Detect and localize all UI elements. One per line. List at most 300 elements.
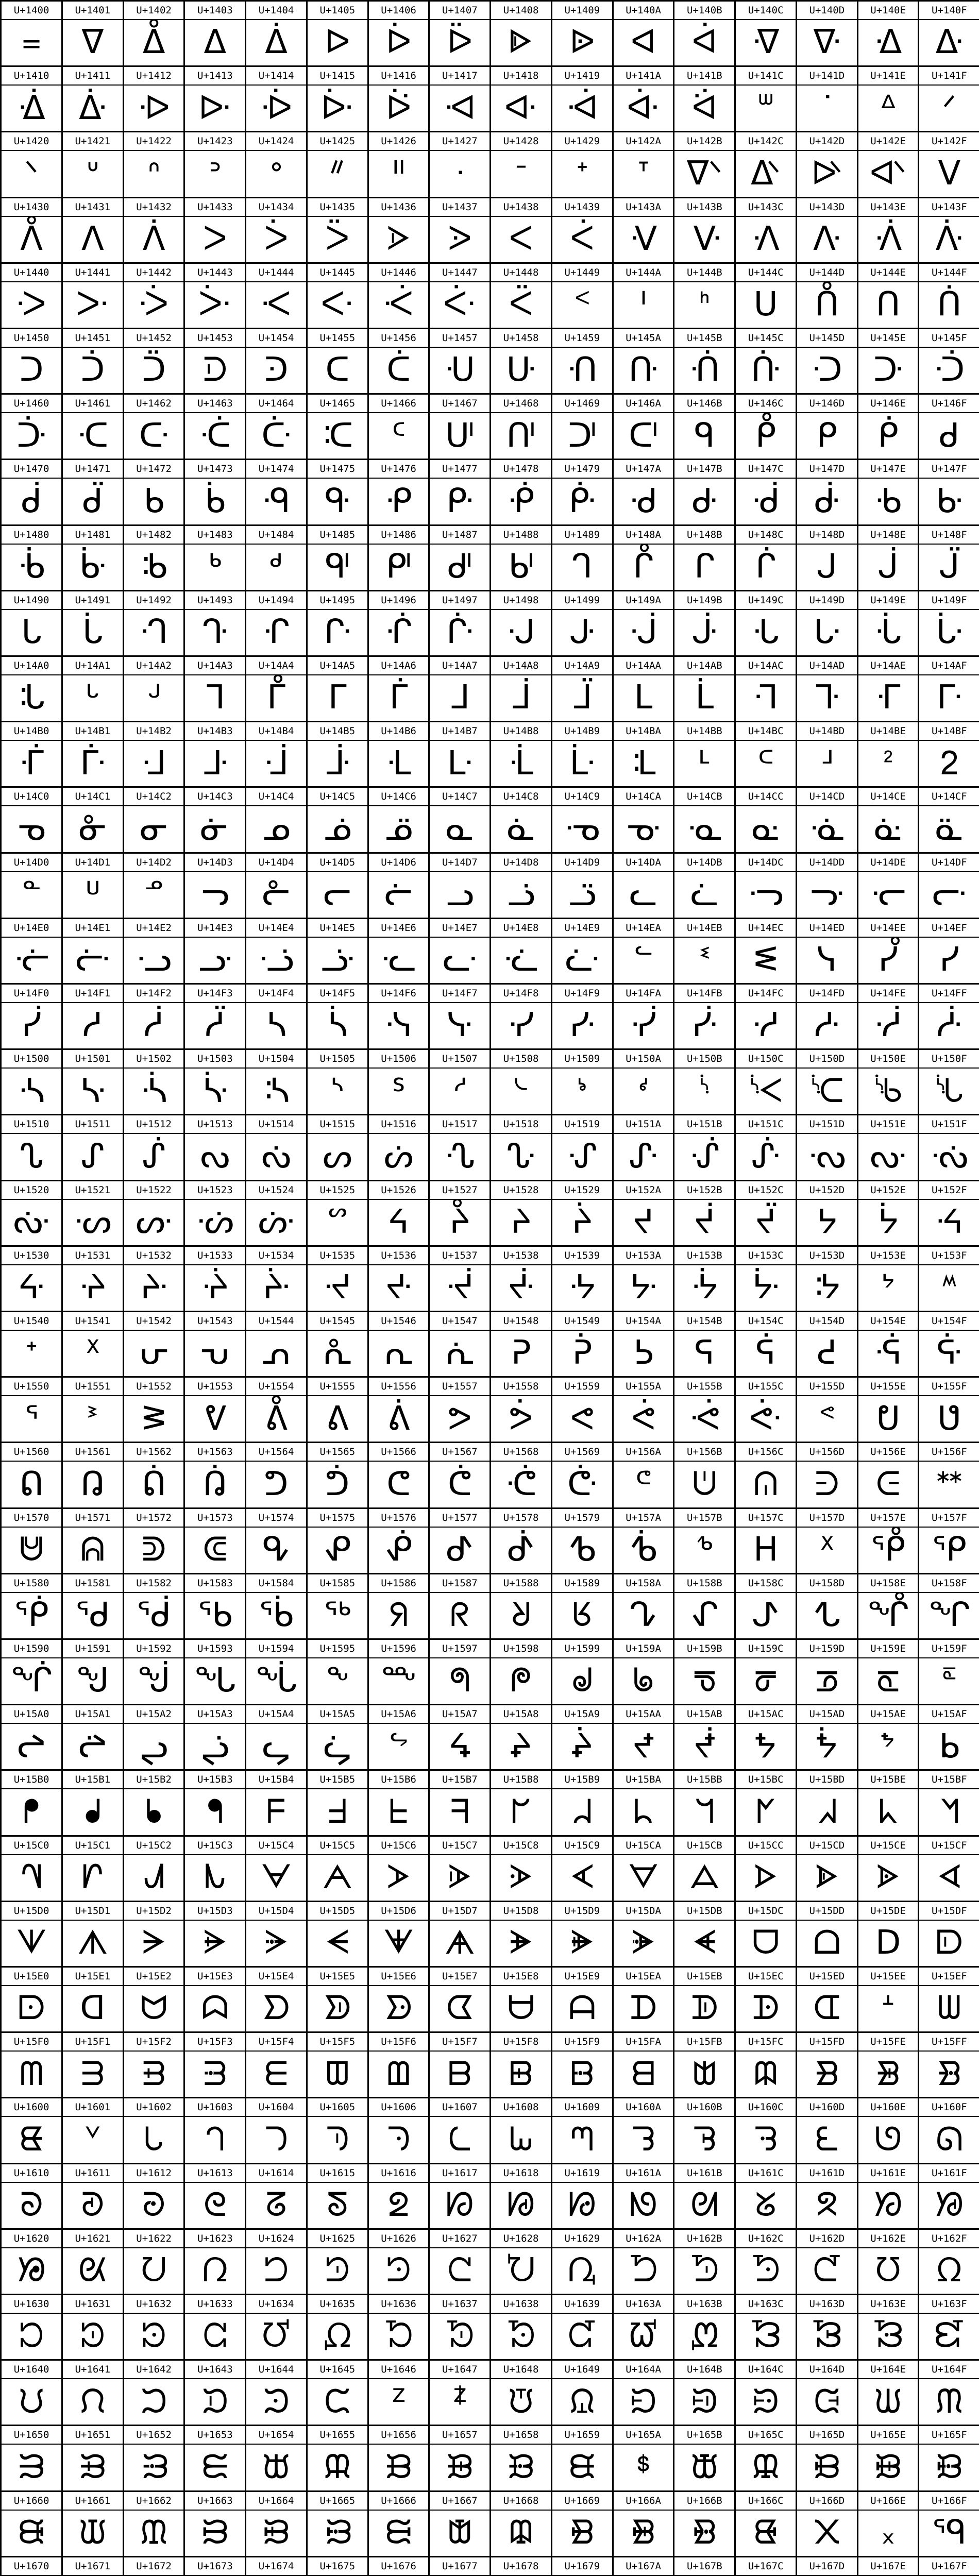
glyph-sample: ᗔ — [264, 1924, 289, 1962]
glyph-cell — [61, 2163, 123, 2229]
codepoint-label: U+1439 — [552, 198, 612, 217]
glyph-sample: ᐊ — [631, 23, 656, 62]
codepoint-label: U+152C — [736, 1181, 796, 1200]
codepoint-label: U+1637 — [430, 2295, 490, 2314]
codepoint-label: U+144E — [858, 264, 918, 282]
glyph-cell — [61, 0, 123, 66]
codepoint-label: U+143A — [614, 198, 673, 217]
glyph-cell — [183, 590, 245, 656]
codepoint-label: U+14F9 — [552, 985, 612, 1003]
glyph-sample: ᕹ — [568, 1530, 596, 1569]
glyph-cell — [123, 2163, 184, 2229]
glyph-cell — [123, 524, 184, 590]
codepoint-label: U+153A — [614, 1247, 673, 1265]
glyph-cell — [734, 590, 796, 656]
glyph-cell — [918, 2228, 979, 2294]
codepoint-label: U+145E — [858, 329, 918, 348]
glyph-cell — [306, 1245, 367, 1311]
codepoint-label: U+14DD — [797, 854, 857, 872]
codepoint-label: U+15E5 — [308, 1968, 367, 1986]
glyph-cell — [551, 524, 612, 590]
codepoint-label: U+15DC — [736, 1902, 796, 1921]
glyph-cell — [123, 852, 184, 918]
codepoint-label: U+1655 — [308, 2426, 367, 2445]
glyph-sample: ᗒ — [142, 1924, 166, 1962]
codepoint-label: U+1558 — [491, 1378, 551, 1396]
glyph-cell — [857, 1114, 918, 1180]
codepoint-label: U+15A2 — [124, 1705, 184, 1724]
glyph-cell — [306, 1835, 367, 1901]
glyph-cell — [428, 262, 490, 328]
glyph-cell — [734, 1376, 796, 1442]
glyph-cell — [734, 2425, 796, 2490]
glyph-cell — [796, 393, 857, 459]
glyph-cell — [367, 328, 429, 394]
glyph-sample: ᓁ — [78, 809, 107, 848]
glyph-sample: ᑎ — [876, 285, 901, 324]
glyph-cell — [428, 1180, 490, 1246]
codepoint-label: U+14A8 — [491, 657, 551, 675]
glyph-sample: ᐦ — [392, 154, 405, 193]
codepoint-label: U+15F8 — [491, 2033, 551, 2052]
codepoint-label: U+1454 — [246, 329, 306, 348]
glyph-sample: ᘏ — [935, 2120, 963, 2159]
glyph-cell — [918, 983, 979, 1049]
glyph-cell — [673, 328, 734, 394]
glyph-cell — [918, 1507, 979, 1573]
glyph-cell — [367, 1245, 429, 1311]
glyph-cell — [796, 721, 857, 787]
glyph-cell — [551, 2425, 612, 2490]
glyph-sample: ᔬ — [755, 1202, 777, 1241]
codepoint-label: U+15D1 — [63, 1902, 123, 1921]
glyph-cell — [123, 459, 184, 524]
glyph-sample: ᓿ — [937, 1006, 962, 1045]
glyph-sample: ᑚ — [629, 351, 659, 389]
glyph-cell — [428, 1114, 490, 1180]
glyph-sample: ᘹ — [568, 2317, 597, 2355]
glyph-cell — [857, 721, 918, 787]
codepoint-label: U+141D — [797, 67, 857, 86]
glyph-cell — [306, 1704, 367, 1770]
codepoint-label: U+140B — [674, 2, 734, 20]
glyph-sample: ᑭ — [816, 416, 837, 455]
glyph-sample: ᙡ — [79, 2513, 107, 2552]
glyph-sample: ᒦ — [389, 679, 408, 717]
codepoint-label: U+154E — [858, 1312, 918, 1331]
glyph-sample: ᖌ — [752, 1596, 780, 1635]
glyph-cell — [428, 328, 490, 394]
glyph-cell — [490, 197, 551, 263]
glyph-sample: ᕅ — [322, 1334, 353, 1372]
glyph-sample: ᕜ — [749, 1399, 783, 1438]
glyph-cell — [490, 2294, 551, 2360]
glyph-cell — [61, 1901, 123, 1967]
codepoint-label: U+1488 — [491, 526, 551, 545]
codepoint-label: U+166D — [797, 2492, 857, 2511]
glyph-cell — [183, 2556, 245, 2576]
glyph-cell — [245, 1245, 306, 1311]
codepoint-label: U+14FE — [858, 985, 918, 1003]
glyph-sample: ᒢ — [146, 679, 161, 717]
glyph-cell — [673, 590, 734, 656]
glyph-cell — [734, 2163, 796, 2229]
glyph-cell — [612, 459, 673, 524]
glyph-cell — [490, 2228, 551, 2294]
glyph-cell — [734, 459, 796, 524]
glyph-sample: ᖕ — [326, 1662, 349, 1700]
glyph-cell — [367, 131, 429, 197]
codepoint-label: U+1610 — [2, 2164, 61, 2183]
codepoint-label: U+1613 — [185, 2164, 245, 2183]
glyph-cell — [612, 2228, 673, 2294]
glyph-cell — [428, 1638, 490, 1704]
glyph-cell — [183, 1442, 245, 1507]
glyph-cell — [367, 65, 429, 131]
glyph-cell — [857, 983, 918, 1049]
glyph-sample: ᗩ — [568, 1989, 596, 2028]
glyph-cell — [61, 918, 123, 984]
codepoint-label: U+1599 — [552, 1640, 612, 1658]
glyph-sample: ᗈ — [509, 1858, 533, 1896]
glyph-cell — [612, 2294, 673, 2360]
codepoint-label: U+1639 — [552, 2295, 612, 2314]
codepoint-label: U+15AC — [736, 1705, 796, 1724]
glyph-cell — [673, 2359, 734, 2425]
glyph-cell — [123, 2425, 184, 2490]
glyph-sample: ᐃ — [204, 23, 227, 62]
codepoint-label: U+1518 — [491, 1115, 551, 1134]
glyph-cell — [0, 1311, 61, 1377]
glyph-cell — [796, 1507, 857, 1573]
glyph-cell — [490, 918, 551, 984]
glyph-cell — [612, 65, 673, 131]
glyph-cell — [612, 1442, 673, 1507]
glyph-cell — [796, 2228, 857, 2294]
glyph-sample: ᔿ — [941, 1268, 958, 1307]
glyph-cell — [428, 65, 490, 131]
codepoint-label: U+15C7 — [430, 1837, 490, 1855]
codepoint-label: U+145A — [614, 329, 673, 348]
glyph-cell — [551, 1901, 612, 1967]
glyph-sample: ᗅ — [322, 1858, 353, 1896]
glyph-sample: ᒶ — [386, 744, 411, 783]
codepoint-label: U+1504 — [246, 1050, 306, 1069]
glyph-sample: ᔜ — [751, 1137, 781, 1176]
codepoint-label: U+1500 — [2, 1050, 61, 1069]
glyph-sample: ᑀ — [15, 285, 48, 324]
glyph-sample: ᑓ — [202, 351, 228, 389]
glyph-sample: ᕏ — [937, 1334, 962, 1372]
glyph-sample: ᙛ — [690, 2448, 718, 2486]
codepoint-label: U+1428 — [491, 132, 551, 151]
codepoint-label: U+1553 — [185, 1378, 245, 1396]
codepoint-label: U+164C — [736, 2361, 796, 2379]
glyph-sample: ᑇ — [443, 285, 477, 324]
glyph-cell — [612, 131, 673, 197]
codepoint-label: U+1536 — [369, 1247, 429, 1265]
codepoint-label: U+1642 — [124, 2361, 184, 2379]
glyph-sample: ᓀ — [17, 809, 46, 848]
codepoint-label: U+152B — [674, 1181, 734, 1200]
glyph-sample: ᘙ — [568, 2185, 597, 2224]
glyph-cell — [857, 1769, 918, 1835]
codepoint-label: U+1498 — [491, 591, 551, 610]
codepoint-label: U+1596 — [369, 1640, 429, 1658]
glyph-sample: ᔖ — [384, 1137, 414, 1176]
glyph-cell — [61, 1311, 123, 1377]
glyph-sample: ᑶ — [385, 482, 412, 520]
glyph-sample: ᕟ — [937, 1399, 961, 1438]
glyph-sample: ᖎ — [867, 1596, 909, 1635]
glyph-cell — [61, 1835, 123, 1901]
glyph-cell — [428, 786, 490, 852]
codepoint-label: U+1539 — [552, 1247, 612, 1265]
glyph-cell — [245, 1311, 306, 1377]
glyph-sample: ᒉ — [571, 547, 593, 586]
codepoint-label: U+1612 — [124, 2164, 184, 2183]
codepoint-label: U+1674 — [246, 2557, 306, 2576]
glyph-cell — [367, 1769, 429, 1835]
codepoint-label: U+1435 — [308, 198, 367, 217]
codepoint-label: U+14EF — [919, 919, 979, 938]
codepoint-label: U+15D0 — [2, 1902, 61, 1921]
codepoint-label: U+1555 — [308, 1378, 367, 1396]
glyph-sample: ᖹ — [572, 1792, 593, 1831]
codepoint-label: U+14B7 — [430, 722, 490, 741]
codepoint-label: U+1417 — [430, 67, 490, 86]
codepoint-label: U+1577 — [430, 1509, 490, 1528]
codepoint-label: U+14E2 — [124, 919, 184, 938]
glyph-sample: ᓶ — [384, 1006, 413, 1045]
glyph-sample: ᐁ — [81, 23, 104, 62]
glyph-sample: ᗹ — [570, 2055, 594, 2093]
glyph-cell — [306, 721, 367, 787]
codepoint-label: U+1477 — [430, 460, 490, 479]
glyph-sample: ᕒ — [142, 1399, 166, 1438]
glyph-cell — [490, 1180, 551, 1246]
glyph-cell — [857, 197, 918, 263]
codepoint-label: U+1586 — [369, 1574, 429, 1593]
glyph-cell — [0, 1180, 61, 1246]
glyph-sample: ᕼ — [753, 1530, 779, 1569]
glyph-cell — [857, 2228, 918, 2294]
glyph-cell — [918, 2097, 979, 2163]
glyph-cell — [245, 1573, 306, 1639]
glyph-sample: ᕶ — [385, 1530, 413, 1569]
codepoint-label: U+1527 — [430, 1181, 490, 1200]
glyph-cell — [857, 2425, 918, 2490]
glyph-sample: ᓏ — [935, 809, 964, 848]
glyph-cell — [490, 1311, 551, 1377]
codepoint-label: U+15D3 — [185, 1902, 245, 1921]
glyph-cell — [734, 1573, 796, 1639]
glyph-cell — [245, 786, 306, 852]
glyph-cell — [428, 918, 490, 984]
glyph-cell — [612, 1638, 673, 1704]
glyph-sample: ᑉ — [573, 285, 591, 324]
glyph-sample: ᗎ — [876, 1858, 900, 1896]
glyph-sample: ᒷ — [447, 744, 472, 783]
codepoint-label: U+14F2 — [124, 985, 184, 1003]
glyph-cell — [61, 983, 123, 1049]
glyph-cell — [918, 1901, 979, 1967]
glyph-sample: ᔔ — [261, 1137, 291, 1176]
codepoint-label: U+1561 — [63, 1443, 123, 1462]
glyph-sample: ᒽ — [820, 744, 834, 783]
codepoint-label: U+144F — [919, 264, 979, 282]
glyph-sample: ᘎ — [874, 2120, 902, 2159]
glyph-sample: ᘳ — [202, 2317, 228, 2355]
codepoint-label: U+1600 — [2, 2098, 61, 2117]
glyph-cell — [0, 262, 61, 328]
codepoint-label: U+1650 — [2, 2426, 61, 2445]
codepoint-label: U+1591 — [63, 1640, 123, 1658]
glyph-sample: ᓃ — [201, 809, 229, 848]
glyph-cell — [918, 0, 979, 66]
glyph-sample: ᔙ — [567, 1137, 597, 1176]
glyph-cell — [551, 852, 612, 918]
glyph-cell — [0, 197, 61, 263]
glyph-cell — [0, 1573, 61, 1639]
glyph-cell — [183, 2490, 245, 2556]
glyph-sample: ᖴ — [266, 1792, 286, 1831]
codepoint-label: U+1556 — [369, 1378, 429, 1396]
glyph-cell — [306, 983, 367, 1049]
glyph-cell — [183, 1835, 245, 1901]
glyph-sample: ᐼ — [752, 219, 780, 258]
glyph-sample: ᔳ — [201, 1268, 229, 1307]
codepoint-label: U+1618 — [491, 2164, 551, 2183]
glyph-cell — [918, 262, 979, 328]
codepoint-label: U+1458 — [491, 329, 551, 348]
glyph-cell — [857, 393, 918, 459]
codepoint-label: U+1664 — [246, 2492, 306, 2511]
glyph-cell — [61, 2097, 123, 2163]
codepoint-label: U+151E — [858, 1115, 918, 1134]
glyph-sample: ᕍ — [817, 1334, 837, 1372]
codepoint-label: U+1464 — [246, 395, 306, 413]
glyph-cell — [306, 2490, 367, 2556]
codepoint-label: U+1427 — [430, 132, 490, 151]
glyph-cell — [0, 0, 61, 66]
glyph-sample: ᖮ — [881, 1727, 896, 1766]
glyph-sample: ᘖ — [387, 2185, 410, 2224]
codepoint-label: U+1594 — [246, 1640, 306, 1658]
glyph-cell — [490, 1507, 551, 1573]
codepoint-label: U+141C — [736, 67, 796, 86]
glyph-sample: ᓝ — [809, 875, 844, 913]
codepoint-label: U+160B — [674, 2098, 734, 2117]
glyph-cell — [490, 590, 551, 656]
glyph-sample: ᓔ — [262, 875, 291, 913]
glyph-sample: ᕕ — [326, 1399, 349, 1438]
glyph-cell — [734, 1835, 796, 1901]
glyph-cell — [551, 786, 612, 852]
glyph-sample: ᕘ — [509, 1399, 533, 1438]
glyph-cell — [0, 2294, 61, 2360]
glyph-cell — [61, 852, 123, 918]
codepoint-label: U+1516 — [369, 1115, 429, 1134]
glyph-sample: ᑩ — [568, 416, 597, 455]
codepoint-label: U+14E8 — [491, 919, 551, 938]
codepoint-label: U+147B — [674, 460, 734, 479]
glyph-cell — [61, 524, 123, 590]
glyph-cell — [673, 65, 734, 131]
glyph-cell — [918, 2425, 979, 2490]
glyph-cell — [0, 2490, 61, 2556]
glyph-sample: ᕛ — [689, 1399, 720, 1438]
codepoint-label: U+1460 — [2, 395, 61, 413]
glyph-cell — [551, 1114, 612, 1180]
codepoint-label: U+14CF — [919, 788, 979, 806]
glyph-cell — [490, 1835, 551, 1901]
codepoint-label: U+15DA — [614, 1902, 673, 1921]
codepoint-label: U+15C8 — [491, 1837, 551, 1855]
glyph-sample: ᘻ — [690, 2317, 719, 2355]
glyph-cell — [673, 1704, 734, 1770]
glyph-sample: ᑻ — [691, 482, 718, 520]
glyph-sample: ᓎ — [874, 809, 902, 848]
codepoint-label: U+14E1 — [63, 919, 123, 938]
codepoint-label: U+1528 — [491, 1181, 551, 1200]
glyph-sample: ᒪ — [634, 679, 653, 717]
codepoint-label: U+14C4 — [246, 788, 306, 806]
glyph-sample: ᖖ — [381, 1662, 416, 1700]
glyph-cell — [183, 65, 245, 131]
glyph-sample: ᔊ — [638, 1072, 649, 1110]
glyph-cell — [245, 1638, 306, 1704]
glyph-cell — [183, 655, 245, 721]
codepoint-label: U+14CE — [858, 788, 918, 806]
glyph-sample: ᘥ — [325, 2251, 350, 2290]
glyph-sample: ᙩ — [570, 2513, 594, 2552]
glyph-sample: ᙙ — [568, 2448, 596, 2486]
glyph-sample: ᔃ — [202, 1072, 228, 1110]
codepoint-label: U+1647 — [430, 2361, 490, 2379]
glyph-cell — [918, 2556, 979, 2576]
codepoint-label: U+144C — [736, 264, 796, 282]
codepoint-label: U+1509 — [552, 1050, 612, 1069]
glyph-sample: ᔐ — [20, 1137, 43, 1176]
glyph-sample: ᘯ — [937, 2251, 962, 2290]
codepoint-label: U+167A — [614, 2557, 673, 2576]
codepoint-label: U+163E — [858, 2295, 918, 2314]
codepoint-label: U+14BB — [674, 722, 734, 741]
glyph-cell — [367, 2294, 429, 2360]
codepoint-label: U+15D9 — [552, 1902, 612, 1921]
codepoint-label: U+1453 — [185, 329, 245, 348]
codepoint-label: U+1677 — [430, 2557, 490, 2576]
codepoint-label: U+1636 — [369, 2295, 429, 2314]
glyph-cell — [61, 1704, 123, 1770]
glyph-cell — [918, 1704, 979, 1770]
codepoint-label: U+14D2 — [124, 854, 184, 872]
glyph-cell — [857, 2163, 918, 2229]
codepoint-label: U+1438 — [491, 198, 551, 217]
glyph-cell — [123, 2228, 184, 2294]
codepoint-label: U+15DB — [674, 1902, 734, 1921]
codepoint-label: U+1524 — [246, 1181, 306, 1200]
glyph-cell — [428, 1507, 490, 1573]
glyph-sample: ᗣ — [201, 1989, 229, 2028]
glyph-cell — [306, 1573, 367, 1639]
glyph-sample: ᓐ — [21, 875, 42, 913]
glyph-cell — [612, 590, 673, 656]
glyph-cell — [428, 2163, 490, 2229]
codepoint-label: U+1466 — [369, 395, 429, 413]
glyph-sample: ᖊ — [630, 1596, 657, 1635]
